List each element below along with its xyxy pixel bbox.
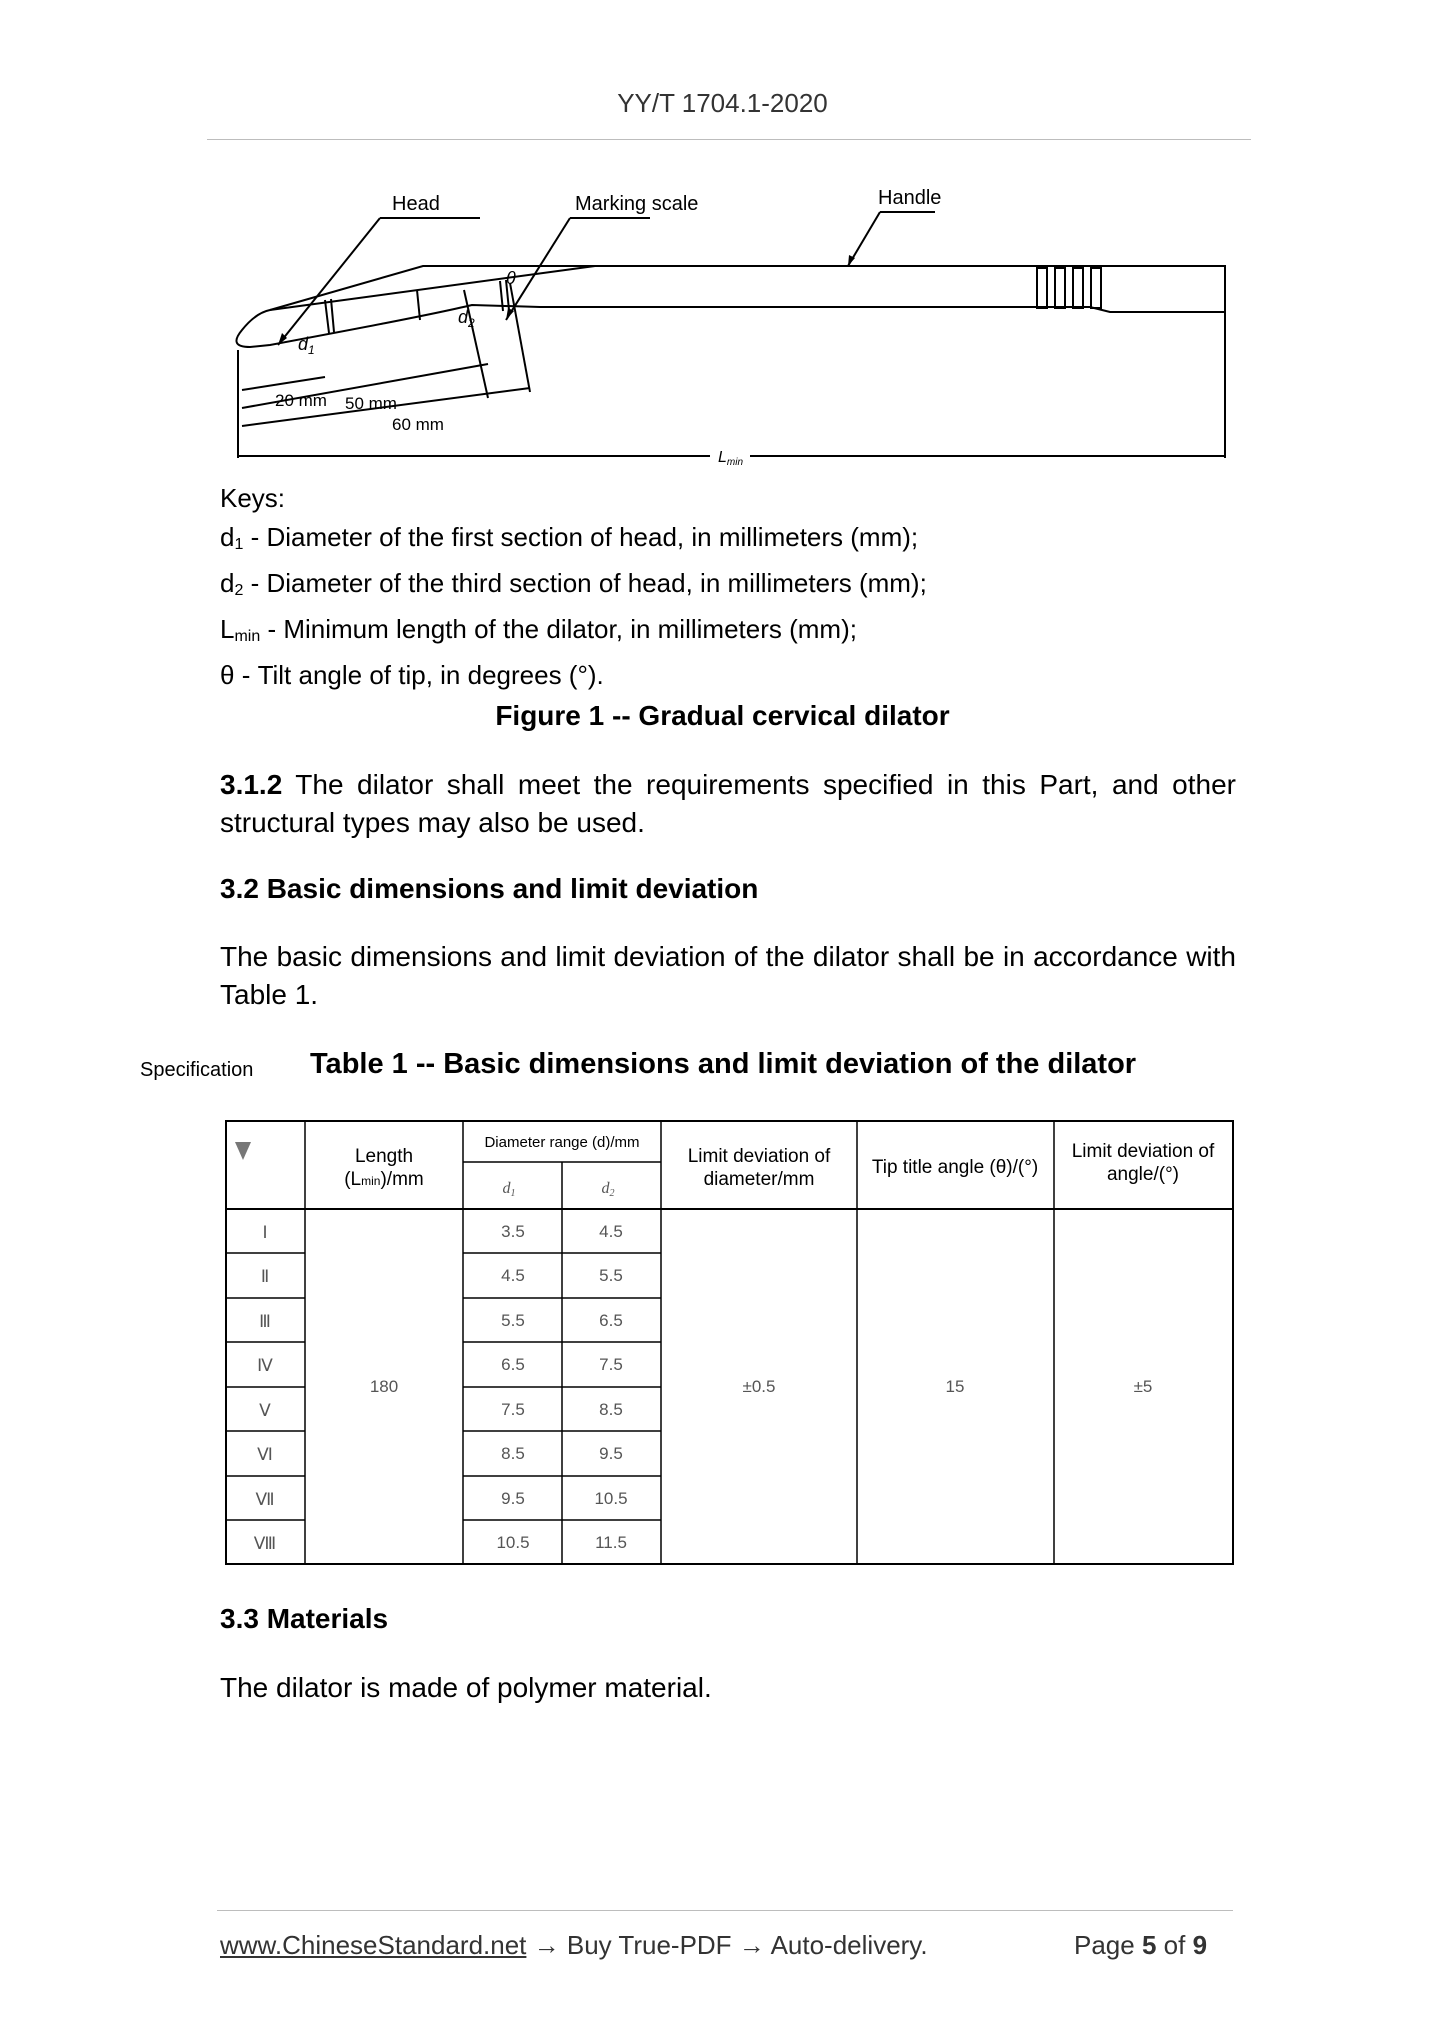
keys-title: Keys: <box>220 483 286 513</box>
d2-row-3: 6.5 <box>599 1311 623 1330</box>
page-indicator: Page 5 of 9 <box>1074 1930 1208 1960</box>
figure-caption: Figure 1 -- Gradual cervical dilator <box>495 700 950 731</box>
d1-row-5: 7.5 <box>501 1400 525 1419</box>
header-tip-angle: Tip title angle (θ)/(°) <box>871 1157 1039 1178</box>
footer-divider <box>217 1910 1233 1911</box>
header-d1: d1 <box>502 1180 516 1199</box>
handle-label: Handle <box>878 187 942 209</box>
header-diameter-range: Diameter range (d)/mm <box>484 1134 640 1151</box>
spec-row-6: Ⅵ <box>257 1445 273 1464</box>
table-caption: Table 1 -- Basic dimensions and limit deviation of the dilator <box>310 1048 1137 1080</box>
merged-limit-diameter: ±0.5 <box>742 1377 776 1396</box>
specification-label: Specification <box>140 1059 254 1081</box>
merged-tip-angle: 15 <box>945 1377 965 1396</box>
d2-row-5: 8.5 <box>599 1400 623 1419</box>
header-limit-angle-1: Limit deviation of <box>1071 1141 1215 1162</box>
header-d2: d2 <box>601 1180 615 1199</box>
d2-row-7: 10.5 <box>594 1489 628 1508</box>
d1-row-2: 4.5 <box>501 1266 525 1285</box>
footer-left <box>220 1930 928 1961</box>
spec-row-3: Ⅲ <box>259 1312 271 1331</box>
section-3-2-text: The basic dimensions and limit deviation of the dilator shall be in accordance with Table 1. <box>220 941 1236 1010</box>
merged-length: 180 <box>369 1377 399 1396</box>
marking-scale-label: Marking scale <box>575 193 699 215</box>
document-id-header: YY/T 1704.1-2020 <box>617 88 828 118</box>
d2-row-4: 7.5 <box>599 1355 623 1374</box>
grip-2 <box>1055 268 1065 308</box>
key-lmin: $L_{min}$ - Minimum length of the dilator, in millimeters (mm); <box>220 614 857 645</box>
spec-row-4: Ⅳ <box>257 1356 273 1375</box>
header-limit-diameter-2: diameter/mm <box>703 1169 815 1190</box>
spec-row-2: Ⅱ <box>260 1267 270 1286</box>
dilator-figure <box>230 180 1230 470</box>
spec-row-1: Ⅰ <box>262 1223 268 1242</box>
dim-20-label: 20 mm <box>275 391 327 410</box>
dim-line-20 <box>242 377 325 390</box>
d1-row-4: 6.5 <box>501 1355 525 1374</box>
key-theta: θ - Tilt angle of tip, in degrees (°). <box>220 660 604 690</box>
section-3-2-heading: 3.2 Basic dimensions and limit deviation <box>220 873 759 904</box>
d1-row-6: 8.5 <box>501 1444 525 1463</box>
head-label: Head <box>392 193 440 215</box>
d1-row-1: 3.5 <box>501 1222 525 1241</box>
head-mark-2 <box>331 299 334 332</box>
dim-50-label: 50 mm <box>345 394 397 413</box>
footer-tail: → Buy True-PDF → Auto-delivery. <box>526 1930 928 1960</box>
header-divider <box>207 139 1251 140</box>
d2-row-6: 9.5 <box>599 1444 623 1463</box>
header-limit-diameter-1: Limit deviation of <box>687 1146 831 1167</box>
spec-arrowhead-icon <box>235 1142 251 1160</box>
spec-row-5: Ⅴ <box>259 1401 271 1420</box>
header-length-2: (Lmin)/mm <box>344 1169 424 1190</box>
head-tilt-line <box>270 266 595 310</box>
key-d2: $d_2$ - Diameter of the third section of head, in millimeters (mm); <box>220 568 927 599</box>
site-link[interactable]: www.ChineseStandard.net <box>220 1930 527 1960</box>
header-length-1: Length <box>354 1146 414 1167</box>
grip-3 <box>1073 268 1083 308</box>
section-3-3-text: The dilator is made of polymer material. <box>220 1672 712 1703</box>
grip-1 <box>1037 268 1047 308</box>
lmin-label: Lmin <box>718 449 744 468</box>
head-mark-1 <box>325 300 329 333</box>
d2-row-1: 4.5 <box>599 1222 623 1241</box>
d2-label: $d_2$ <box>458 307 475 330</box>
d2-row-8: 11.5 <box>595 1533 627 1552</box>
d2-row-2: 5.5 <box>599 1266 623 1285</box>
clause-3-1-2: 3.1.2 The dilator shall meet the requirements specified in this Part, and other structural types may also be used. <box>220 769 1236 838</box>
section-3-3-heading: 3.3 Materials <box>220 1603 389 1634</box>
key-d1: $d_1$ - Diameter of the first section of head, in millimeters (mm); <box>220 522 919 553</box>
grip-4 <box>1091 268 1101 308</box>
d1-row-7: 9.5 <box>501 1489 525 1508</box>
d1-row-3: 5.5 <box>501 1311 525 1330</box>
spec-row-7: Ⅶ <box>255 1490 275 1509</box>
dim-60-label: 60 mm <box>392 415 444 434</box>
theta-label: θ <box>506 268 516 288</box>
header-limit-angle-2: angle/(°) <box>1106 1164 1180 1185</box>
merged-limit-angle: ±5 <box>1133 1377 1153 1396</box>
dilator-outline <box>236 266 1225 347</box>
spec-row-8: Ⅷ <box>253 1534 277 1553</box>
d1-label: $d_1$ <box>298 334 315 357</box>
d1-row-8: 10.5 <box>496 1533 530 1552</box>
table-1 <box>225 1120 1235 1570</box>
figure-keys <box>220 479 927 695</box>
